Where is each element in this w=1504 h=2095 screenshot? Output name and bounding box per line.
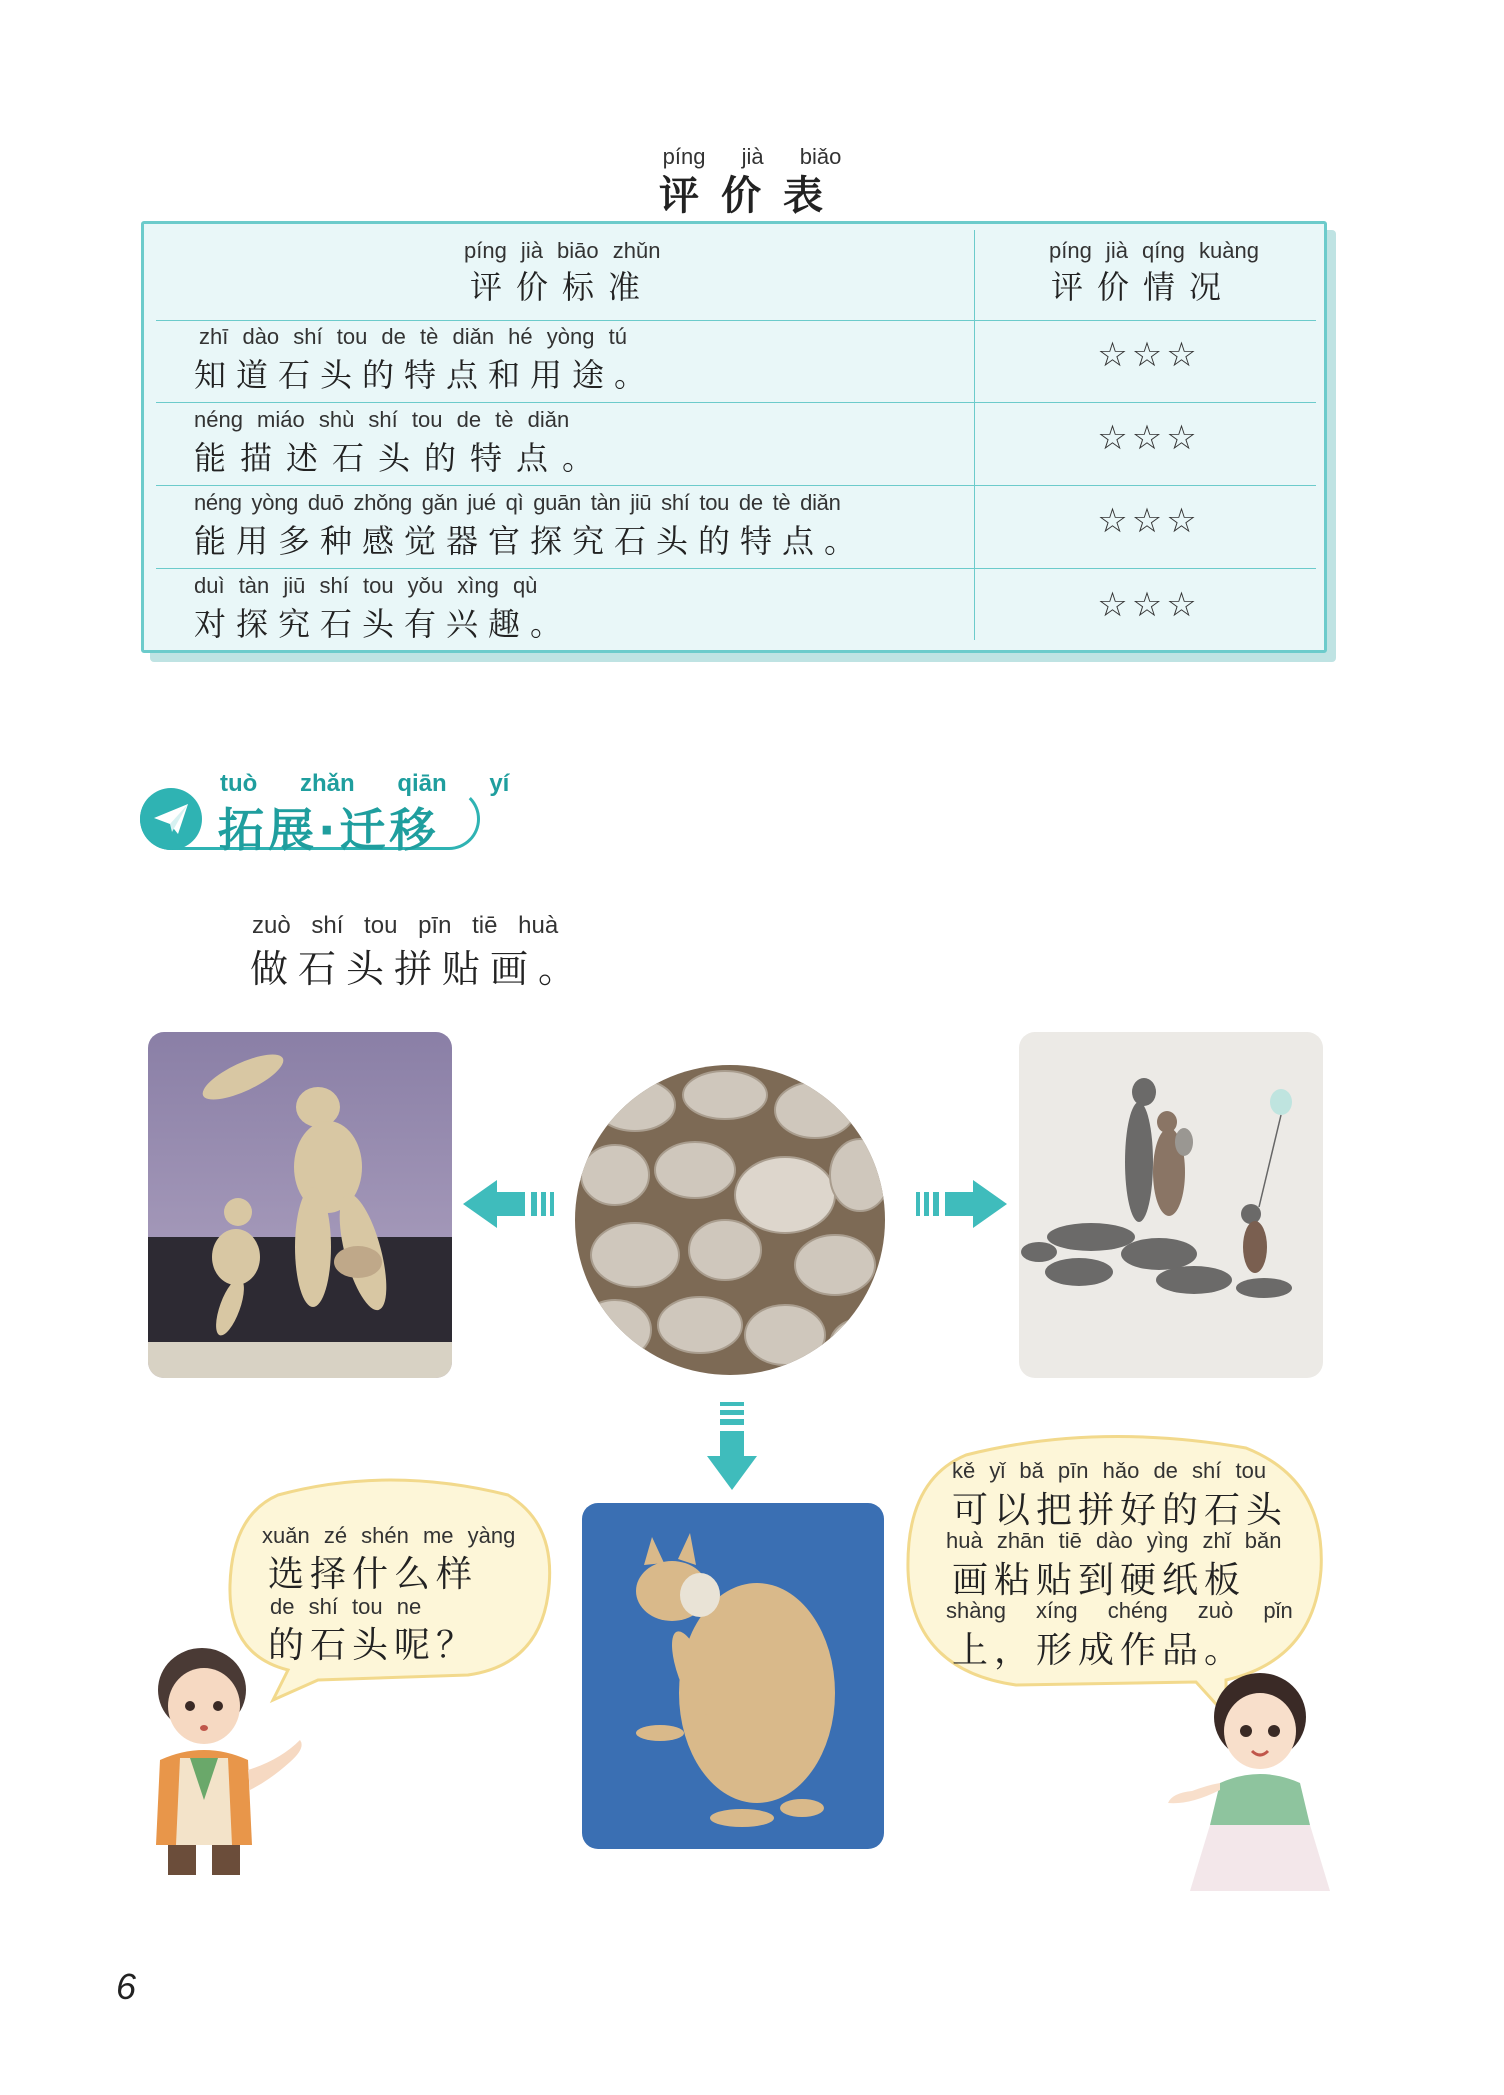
row-1-pinyin: zhī dào shí tou de tè diǎn hé yòng tú bbox=[199, 324, 627, 349]
bubble-left-line2-pinyin: de shí tou ne bbox=[270, 1594, 422, 1619]
evaluation-table bbox=[141, 221, 1327, 653]
row-3-star-rating[interactable]: ☆☆☆ bbox=[1097, 501, 1201, 541]
section-title: 拓展·迁移 bbox=[218, 803, 440, 857]
row-divider bbox=[156, 568, 1316, 569]
row-2-pinyin: néng miáo shù shí tou de tè diǎn bbox=[194, 407, 570, 432]
row-divider bbox=[156, 485, 1316, 486]
row-4-star-rating[interactable]: ☆☆☆ bbox=[1097, 585, 1201, 625]
paper-plane-icon bbox=[140, 788, 202, 850]
arrow-right-icon bbox=[911, 1180, 1007, 1228]
page-number: 6 bbox=[116, 1966, 137, 2007]
pebble-art-cat-image bbox=[582, 1503, 884, 1849]
row-3-pinyin: néng yòng duō zhǒng gǎn jué qì guān tàn jiū shí tou de tè diǎn bbox=[194, 490, 841, 515]
row-4-pinyin: duì tàn jiū shí tou yǒu xìng qù bbox=[194, 573, 538, 598]
section-title-pinyin: tuò zhǎn qiān yí bbox=[220, 770, 510, 797]
table-title: 评价表 bbox=[659, 172, 845, 219]
row-2-star-rating[interactable]: ☆☆☆ bbox=[1097, 418, 1201, 458]
bubble-right-line3: 上，形成作品。 bbox=[952, 1630, 1247, 1671]
row-divider bbox=[156, 402, 1316, 403]
rating-header: 评价情况 bbox=[1051, 268, 1236, 306]
bubble-right-line2: 画粘贴到硬纸板 bbox=[952, 1560, 1247, 1601]
bubble-right-line2-pinyin: huà zhān tiē dào yìng zhǐ bǎn bbox=[946, 1528, 1282, 1553]
task-instruction: 做石头拼贴画。 bbox=[250, 947, 587, 991]
bubble-right-line1: 可以把拼好的石头 bbox=[952, 1490, 1289, 1531]
arrow-down-icon bbox=[707, 1400, 757, 1490]
bubble-left-line1: 选择什么样 bbox=[268, 1554, 479, 1595]
row-2-criterion: 能描述石头的特点。 bbox=[194, 439, 609, 477]
pebble-art-umbrella-image bbox=[148, 1032, 452, 1378]
rating-header-pinyin: píng jià qíng kuàng bbox=[1049, 238, 1259, 263]
row-divider bbox=[156, 320, 1316, 321]
bubble-left-line2: 的石头呢？ bbox=[268, 1625, 479, 1666]
row-1-criterion: 知道石头的特点和用途。 bbox=[194, 356, 657, 394]
girl-character-illustration bbox=[1160, 1665, 1340, 1895]
bubble-left-line1-pinyin: xuǎn zé shén me yàng bbox=[262, 1523, 516, 1548]
bubble-right-line3-pinyin: shàng xíng chéng zuò pǐn bbox=[946, 1598, 1293, 1623]
task-pinyin: zuò shí tou pīn tiē huà bbox=[252, 912, 559, 939]
arrow-left-icon bbox=[463, 1180, 559, 1228]
row-3-criterion: 能用多种感觉器官探究石头的特点。 bbox=[194, 522, 867, 560]
criteria-header-pinyin: píng jià biāo zhǔn bbox=[464, 238, 661, 263]
boy-character-illustration bbox=[140, 1640, 320, 1880]
section-header bbox=[140, 770, 510, 857]
criteria-header: 评价标准 bbox=[470, 268, 655, 306]
bubble-right-line1-pinyin: kě yǐ bǎ pīn hǎo de shí tou bbox=[952, 1458, 1267, 1483]
row-1-star-rating[interactable]: ☆☆☆ bbox=[1097, 335, 1201, 375]
row-4-criterion: 对探究石头有兴趣。 bbox=[194, 605, 573, 643]
table-title-pinyin: píng jià biǎo bbox=[662, 144, 842, 169]
pebble-art-family-image bbox=[1019, 1032, 1323, 1378]
pebbles-image bbox=[575, 1065, 885, 1375]
